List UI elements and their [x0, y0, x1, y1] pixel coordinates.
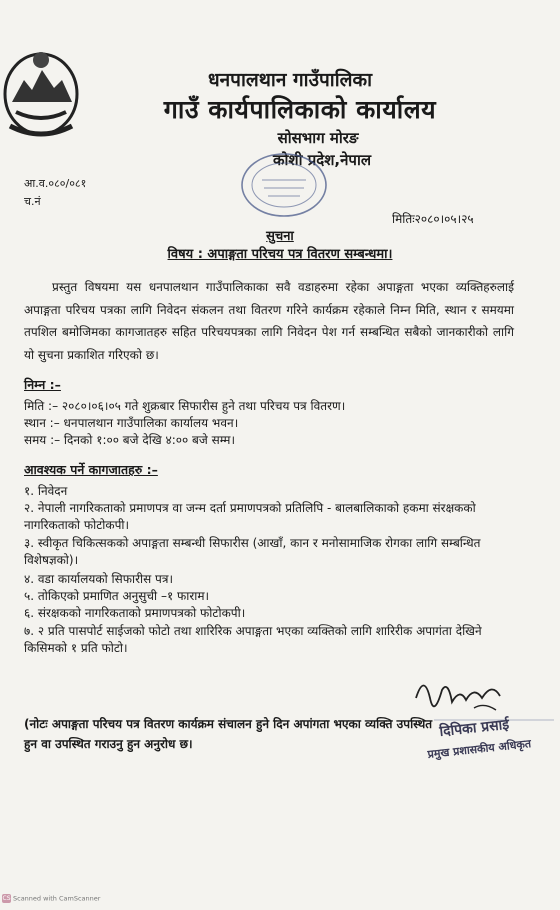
document-item: ६. संरक्षकको नागरिकताको प्रमाणपत्रको फोटोकपी।: [24, 606, 246, 620]
svg-text:प्रमुख प्रशासकीय अधिकृत: प्रमुख प्रशासकीय अधिकृत: [426, 737, 532, 761]
document-item: ७. २ प्रति पासपोर्ट साईजको फोटो तथा शारिरिक अपाङ्गता भएका व्यक्तिको लागि शारिरीक अपागंता देखिने किसिमको १ प्रति फोटो।: [24, 624, 482, 655]
notice-title: सुचना: [266, 229, 294, 244]
notice-body: प्रस्तुत विषयमा यस धनपालथान गाउँपालिकाका सवै वडाहरुमा रहेका अपाङ्गता भएका व्यक्तिहरुलाई अपाङ्गता परिचय पत्रका लागि निवेदन संकलन तथा वितरण गरिने कार्यक्रम रहेकाले निम्न मिति, स्थान र समयमा तपशिल बमोजिमका कागजातहरु सहित परिचयपत्रका लागि निवेदन पेश गर्न सम्बन्धित सबैको जानकारीको लागि यो सुचना प्रकाशित गरिएको छ।: [24, 280, 514, 362]
scanner-watermark: [2, 894, 100, 903]
schedule-heading: निम्न :–: [24, 377, 61, 392]
schedule-place: स्थान :– धनपालथान गाउँपालिका कार्यालय भवन।: [24, 416, 239, 430]
camscanner-logo-icon: CS: [2, 895, 11, 902]
document-item: १. निवेदन: [24, 484, 68, 498]
schedule-time: समय :– दिनको १:०० बजे देखि ४:०० बजे सम्म।: [24, 433, 236, 447]
schedule-date: मिति :– २०८०।०६।०५ गते शुक्रबार सिफारीस हुने तथा परिचय पत्र वितरण।: [24, 399, 346, 413]
document-item: २. नेपाली नागरिकताको प्रमाणपत्र वा जन्म दर्ता प्रमाणपत्रको प्रतिलिपि - बालबालिकाको हकमा संरक्षकको नागरिकताको फोटोकपी।: [24, 501, 476, 532]
scanner-text: Scanned with CamScanner: [13, 894, 101, 903]
address-line-1: सोसभाग मोरङ: [277, 129, 359, 147]
municipality-name: धनपालथान गाउँपालिका: [207, 69, 373, 91]
document-item: ५. तोकिएको प्रमाणित अनुसुची –१ फाराम।: [24, 589, 210, 603]
notice-subject: विषय : अपाङ्गता परिचय पत्र वितरण सम्बन्धमा।: [167, 247, 393, 262]
note-text: (नोटः अपाङ्गता परिचय पत्र वितरण कार्यक्रम संचालन हुने दिन अपांगता भएका व्यक्ति उपस्थित हुन वा उपस्थित गराउनु हुन अनुरोध छ।: [24, 717, 433, 751]
documents-heading: आवश्यक पर्ने कागजातहरु :–: [24, 462, 158, 477]
signature-stamp-icon: [404, 668, 560, 768]
reference-number: च.नं: [24, 195, 41, 208]
office-title: गाउँ कार्यपालिकाको कार्यालय: [163, 95, 437, 124]
office-stamp-icon: [238, 150, 330, 220]
document-item: ४. वडा कार्यालयको सिफारीस पत्र।: [24, 572, 174, 586]
svg-text:दिपिका प्रसाई: दिपिका प्रसाई: [438, 716, 510, 740]
address-line-2: कोशी प्रदेश,नेपाल: [272, 151, 371, 169]
document-item: ३. स्वीकृत चिकित्सकको अपाङ्गता सम्बन्धी सिफारीस (आखाँ, कान र मनोसामाजिक रोगका लागि सम्बन्धित विशेषज्ञको)।: [24, 536, 481, 567]
fiscal-year: आ.व.०८०/०८१: [24, 177, 87, 190]
issue-date: मितिः२०८०।०५।२५: [392, 212, 474, 226]
